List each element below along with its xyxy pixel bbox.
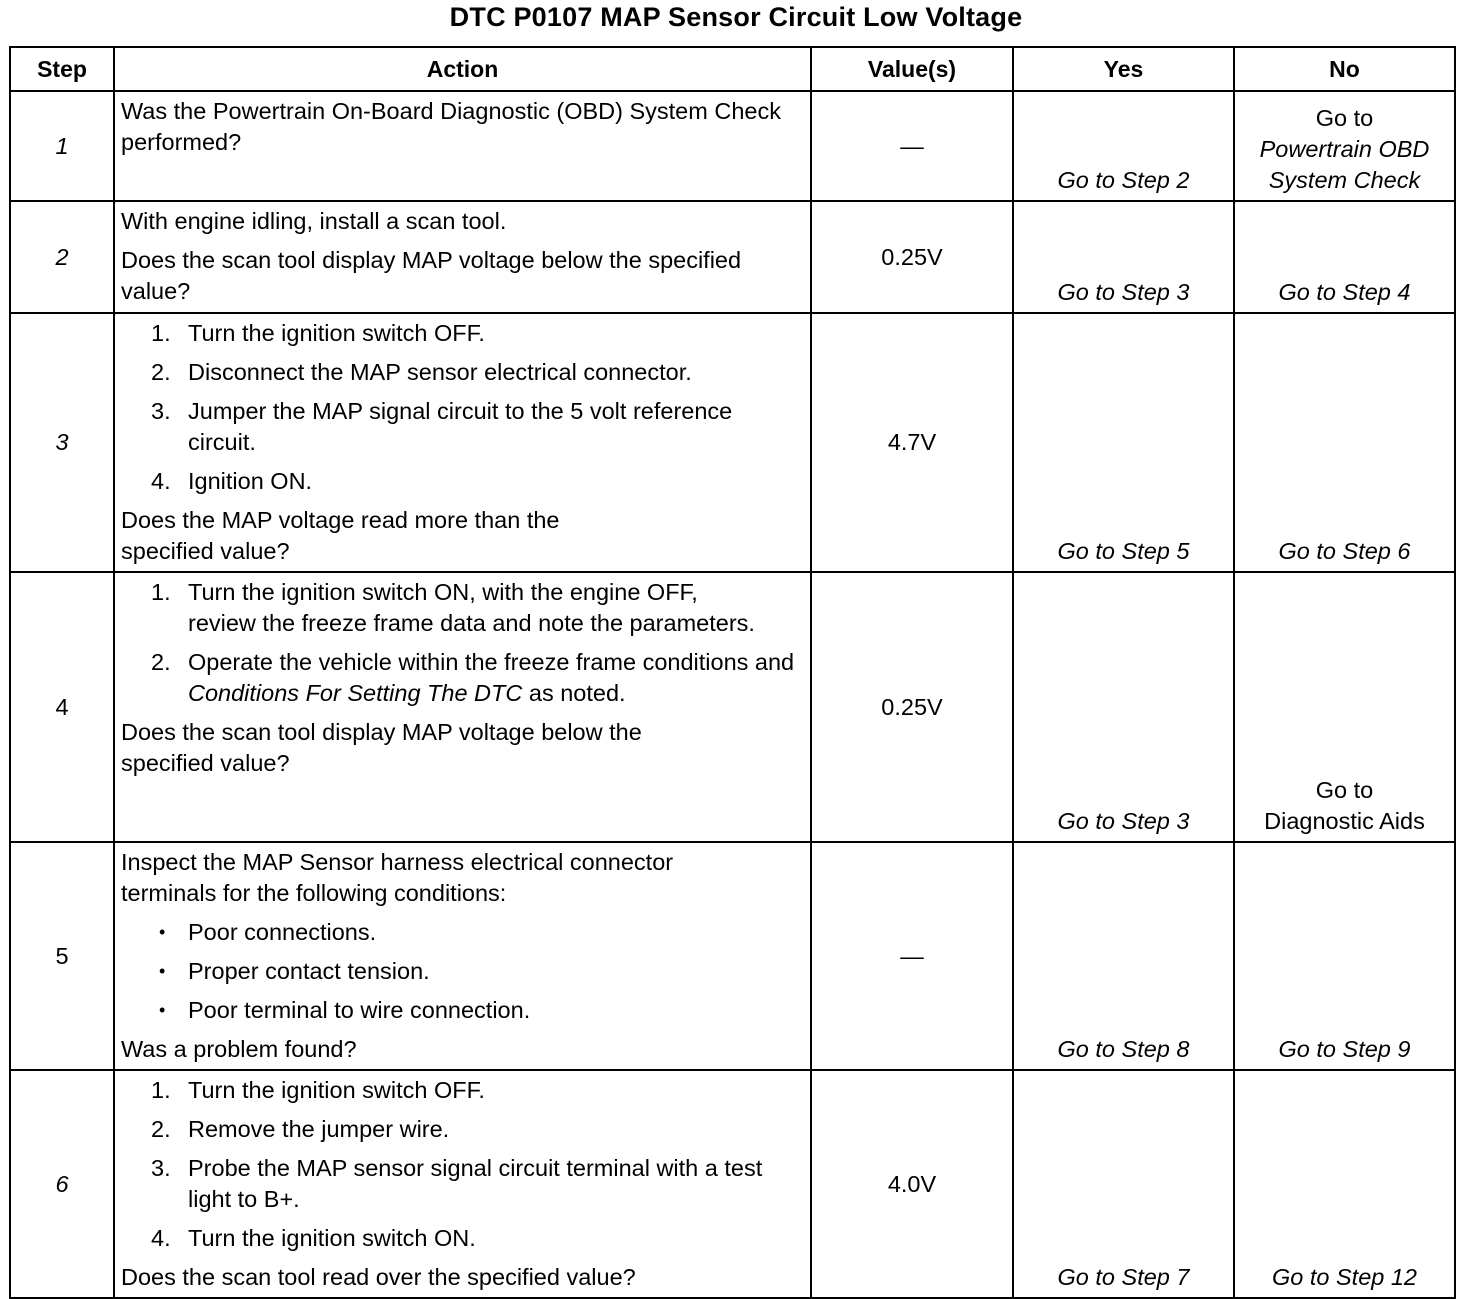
action-question: Does the scan tool display MAP voltage below the specified value? [121,719,642,776]
item-number: 1. [151,579,171,605]
action-steps [121,577,804,709]
bullet-icon: • [159,1000,166,1020]
list-item [151,318,804,349]
item-number: 2. [151,359,171,385]
item-text: Probe the MAP sensor signal circuit terminal with a test light to B+. [188,1155,763,1212]
item-number: 1. [151,320,171,346]
no-cell [1234,572,1455,842]
item-text: Jumper the MAP signal circuit to the 5 volt reference circuit. [188,398,733,455]
action-text: Inspect the MAP Sensor harness electrical connector terminals for the following conditions: [121,849,674,906]
bullet-icon: • [159,961,166,981]
no-cell: Go to Step 6 [1234,313,1455,572]
step-number: 2 [10,201,114,313]
header-row [10,47,1455,91]
action-cell [114,572,811,842]
yes-cell: Go to Step 5 [1013,313,1234,572]
diagnostic-table [9,46,1456,1299]
value-cell: 4.0V [811,1070,1013,1298]
no-link: Powertrain OBD [1259,136,1430,162]
action-question: Does the scan tool display MAP voltage below the specified value? [121,247,742,304]
header-step: Step [10,47,114,91]
no-cell: Go to Step 4 [1234,201,1455,313]
action-question: Does the MAP voltage read more than the specified value? [121,507,560,564]
list-item [151,357,804,388]
header-yes: Yes [1013,47,1234,91]
value-cell: 0.25V [811,201,1013,313]
condition-list [121,917,804,1026]
table-row [10,201,1455,313]
item-text: Ignition ON. [188,468,313,494]
list-item [151,917,804,948]
action-cell [114,201,811,313]
no-cell [1234,91,1455,201]
yes-cell: Go to Step 2 [1013,91,1234,201]
step-number: 3 [10,313,114,572]
list-item [151,396,804,458]
yes-cell: Go to Step 3 [1013,572,1234,842]
item-text: Turn the ignition switch ON. [188,1225,476,1251]
step-number: 1 [10,91,114,201]
item-text-italic: Conditions For Setting The DTC [188,680,523,706]
header-values: Value(s) [811,47,1013,91]
step-number: 6 [10,1070,114,1298]
value-cell: — [811,842,1013,1070]
item-text: Proper contact tension. [188,958,430,984]
item-number: 2. [151,649,171,675]
no-link: System Check [1268,167,1421,193]
action-cell [114,842,811,1070]
yes-cell: Go to Step 7 [1013,1070,1234,1298]
no-text: Diagnostic Aids [1264,808,1425,834]
action-cell [114,91,811,201]
item-text: Turn the ignition switch ON, with the engine OFF, review the freeze frame data and note the parameters. [188,579,755,636]
item-text: Poor connections. [188,919,377,945]
bullet-icon: • [159,922,166,942]
list-item [151,995,804,1026]
item-number: 4. [151,1225,171,1251]
item-text: Poor terminal to wire connection. [188,997,531,1023]
no-text: Go to [1315,777,1374,803]
value-cell: — [811,91,1013,201]
list-item [151,647,804,709]
header-no: No [1234,47,1455,91]
list-item [151,1075,804,1106]
action-cell [114,1070,811,1298]
list-item [151,577,804,639]
item-number: 3. [151,398,171,424]
no-cell: Go to Step 9 [1234,842,1455,1070]
table-row [10,1070,1455,1298]
item-number: 2. [151,1116,171,1142]
yes-cell: Go to Step 3 [1013,201,1234,313]
item-text: Turn the ignition switch OFF. [188,320,485,346]
item-number: 3. [151,1155,171,1181]
value-cell: 0.25V [811,572,1013,842]
table-row [10,91,1455,201]
item-text: Operate the vehicle within the freeze frame conditions and [188,649,795,675]
action-text: With engine idling, install a scan tool. [121,208,507,234]
no-text: Go to [1315,105,1374,131]
item-number: 1. [151,1077,171,1103]
list-item [151,1114,804,1145]
list-item [151,1153,804,1215]
header-action: Action [114,47,811,91]
table-row [10,842,1455,1070]
no-cell: Go to Step 12 [1234,1070,1455,1298]
value-cell: 4.7V [811,313,1013,572]
item-number: 4. [151,468,171,494]
action-text: Was the Powertrain On-Board Diagnostic (OBD) System Check performed? [121,98,781,155]
page-title: DTC P0107 MAP Sensor Circuit Low Voltage [449,2,1023,32]
action-steps [121,318,804,497]
item-text: Turn the ignition switch OFF. [188,1077,485,1103]
list-item [151,466,804,497]
action-cell [114,313,811,572]
list-item [151,956,804,987]
yes-cell: Go to Step 8 [1013,842,1234,1070]
step-number: 5 [10,842,114,1070]
list-item [151,1223,804,1254]
action-question: Does the scan tool read over the specified value? [121,1264,636,1290]
table-row [10,313,1455,572]
table-row [10,572,1455,842]
item-text: Disconnect the MAP sensor electrical connector. [188,359,692,385]
action-steps [121,1075,804,1254]
action-question: Was a problem found? [121,1036,357,1062]
item-text: as noted. [522,680,626,706]
item-text: Remove the jumper wire. [188,1116,450,1142]
step-number: 4 [10,572,114,842]
